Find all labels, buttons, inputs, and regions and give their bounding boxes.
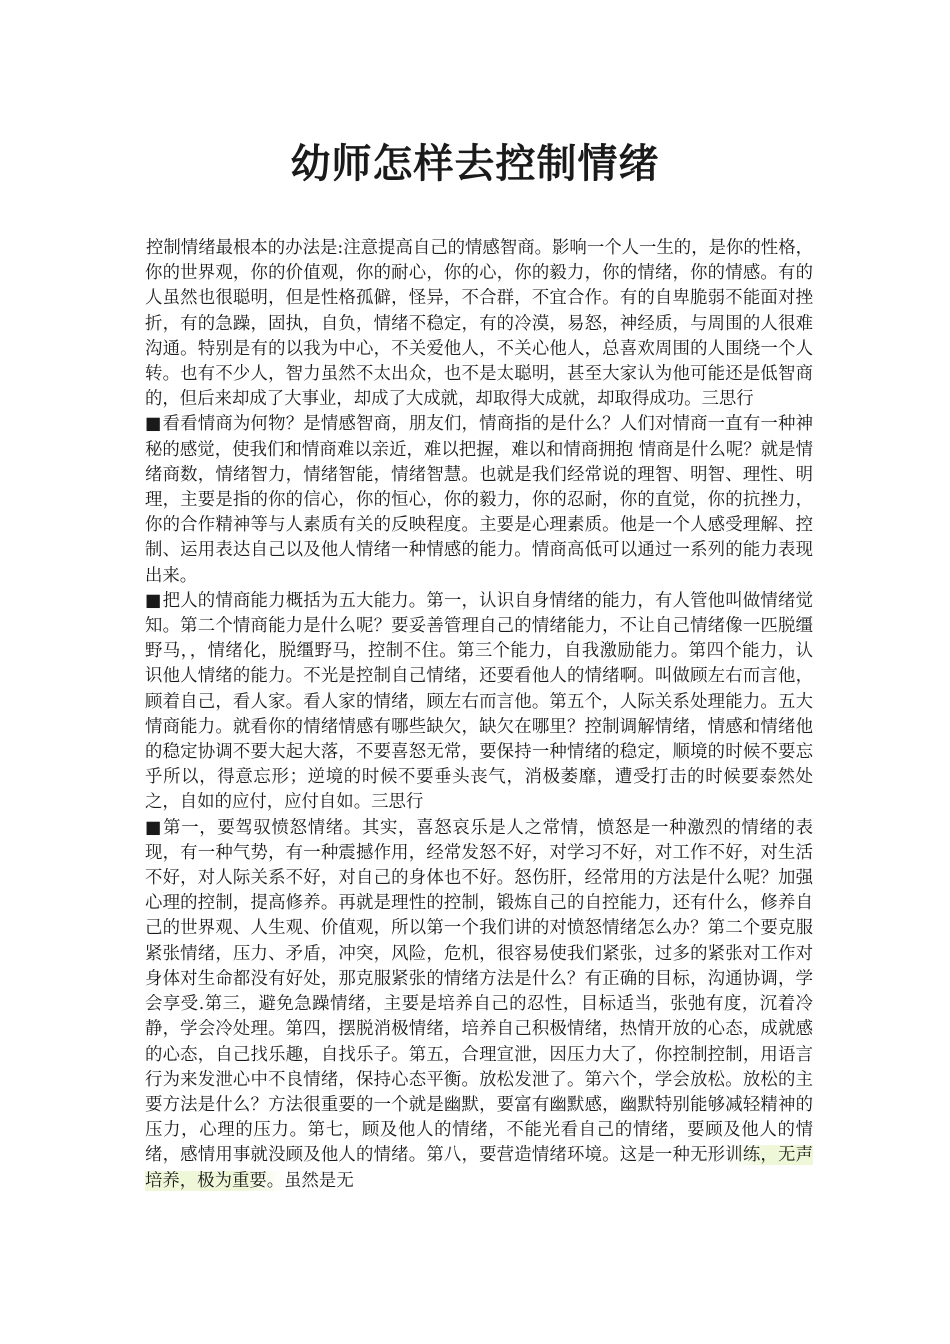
- paragraph-bullet: ■: [145, 414, 162, 435]
- paragraph-five-abilities: [145, 589, 813, 816]
- paragraph-intro: [145, 236, 813, 412]
- paragraph-text: 第一，要驾驭愤怒情绪。其实，喜怒哀乐是人之常情，愤怒是一种激烈的情绪的表现，有一种气势，有一种震撼作用，经常发怒不好，对学习不好，对工作不好，对生活不好，对人际关系不好，对自己的身体也不好。怒伤肝，经常用的方法是什么呢？加强心理的控制，提高修养。再就是理性的控制，锻炼自己的自控能力，还有什么，修养自己的世界观、人生观、价值观，所以第一个我们讲的对愤怒情绪怎么办？第二个要克服紧张情绪，压力、矛盾，冲突，风险，危机，很容易使我们紧张，过多的紧张对工作对身体对生命都没有好处，那克服紧张的情绪方法是什么？有正确的目标，沟通协调，学会享受.第三，避免急躁情绪，主要是培养自己的忍性，目标适当，张弛有度，沉着冷静，学会冷处理。第四，摆脱消极情绪，培养自己积极情绪，热情开放的心态，成就感的心态，自己找乐趣，自找乐子。第五，合理宣泄，因压力大了，你控制控制，用语言行为来发泄心中不良情绪，保持心态平衡。放松发泄了。第六个，学会放松。放松的主要方法是什么？方法很重要的一个就是幽默，要富有幽默感，幽默特别能够减轻精神的压力，心理的压力。第七，顾及他人的情绪，不能光看自己的情绪，要顾及他人的情绪，感情用事就没顾及他人的情绪。第八，要营造情绪环境。这是一种无形训练，无声培养，极为重要。虽然是无: [145, 817, 813, 1191]
- paragraph-text: 把人的情商能力概括为五大能力。第一，认识自身情绪的能力，有人管他叫做情绪觉知。第二个情商能力是什么呢？要妥善管理自己的情绪能力，不让自己情绪像一匹脱缰野马，，情绪化，脱缰野马，控制不住。第三个能力，自我激励能力。第四个能力，认识他人情绪的能力。不光是控制自己情绪，还要看他人的情绪啊。叫做顾左右而言他，顾着自己，看人家。看人家的情绪，顾左右而言他。第五个，人际关系处理能力。五大情商能力。就看你的情绪情感有哪些缺欠，缺欠在哪里？控制调解情绪，情感和情绪他的稳定协调不要大起大落，不要喜怒无常，要保持一种情绪的稳定，顺境的时候不要忘乎所以，得意忘形；逆境的时候不要垂头丧气，消极萎靡，遭受打击的时候要泰然处之，自如的应付，应付自如。三思行: [145, 590, 813, 813]
- highlighted-phrase: 训练，无声培养，极为重要。: [145, 1145, 813, 1191]
- paragraph-text: 控制情绪最根本的办法是:注意提高自己的情感智商。影响一个人一生的，是你的性格，你的世界观，你的价值观，你的耐心，你的心，你的毅力，你的情绪，你的情感。有的人虽然也很聪明，但是性格孤僻，怪异，不合群，不宜合作。有的自卑脆弱不能面对挫折，有的急躁，固执，自负，情绪不稳定，有的冷漠，易怒，神经质，与周围的人很难沟通。特别是有的以我为中心，不关爱他人，不关心他人，总喜欢周围的人围绕一个人转。也有不少人，智力虽然不太出众，也不是太聪明，甚至大家认为他可能还是低智商的，但后来却成了大事业，却成了大成就，却取得大成就，却取得成功。三思行: [145, 238, 813, 410]
- paragraph-bullet: ■: [145, 590, 162, 611]
- paragraph-bullet: ■: [145, 817, 163, 838]
- paragraph-methods: [145, 816, 813, 1194]
- paragraph-text: 看看情商为何物？是情感智商，朋友们，情商指的是什么？人们对情商一直有一种神秘的感觉，使我们和情商难以亲近，难以把握，难以和情商拥抱 情商是什么呢？就是情绪商数，情绪智力，情绪智能，情绪智慧。也就是我们经常说的理智、明智、理性、明理，主要是指的你的信心，你的恒心，你的毅力，你的忍耐，你的直觉，你的抗挫力，你的合作精神等与人素质有关的反映程度。主要是心理素质。他是一个人感受理解、控制、运用表达自己以及他人情绪一种情感的能力。情商高低可以通过一系列的能力表现出来。: [145, 414, 813, 586]
- document-title: 幼师怎样去控制情绪: [290, 141, 660, 187]
- paragraph-what-is-eq: [145, 412, 813, 588]
- document-body: [145, 236, 813, 1194]
